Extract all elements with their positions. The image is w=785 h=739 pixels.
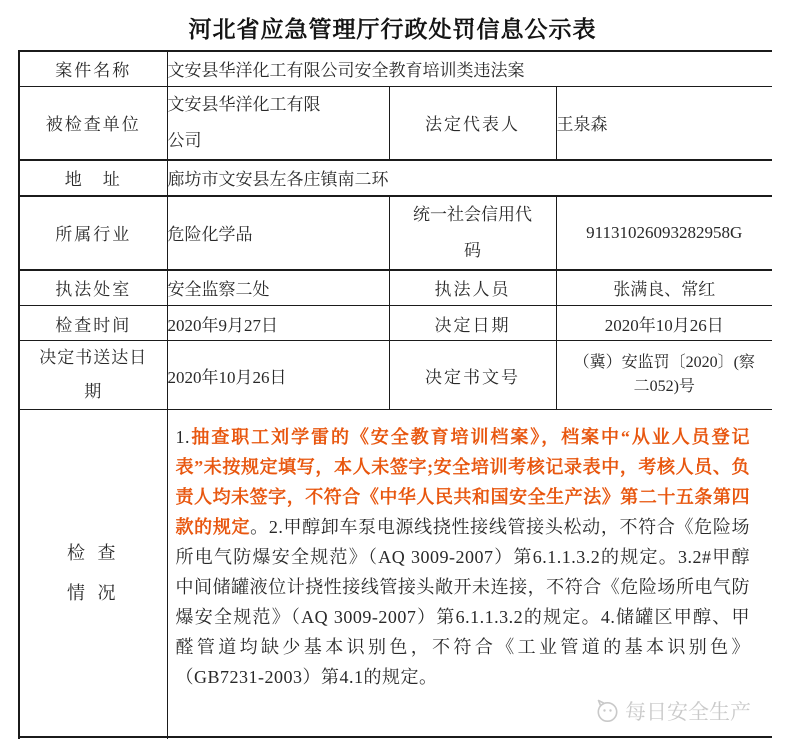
case-name-value: 文安县华洋化工有限公司安全教育培训类违法案 <box>167 51 772 86</box>
table-row <box>19 51 772 86</box>
findings-label: 检 查 情 况 <box>19 410 167 737</box>
table-row <box>19 410 772 737</box>
credit-code-label: 统一社会信用代码 <box>389 196 556 270</box>
decision-date-label: 决定日期 <box>389 306 556 341</box>
inspected-unit-label: 被检查单位 <box>19 86 167 160</box>
findings-text-segment: 。2.甲醇卸车泵电源线挠性接线管接头松动，不符合《危险场所电气防爆安全规范》（AQ 3009-2007）第6.1.1.3.2的规定。3.2#甲醇中间储罐液位计挠性接线管接头敞开未连接，不符合《危险场所电气防爆安全规范》（AQ 3009-2007）第6.1.1.3.2的规定。4.储罐区甲醇、甲醛管道均缺少基本识别色，不符合《工业管道的基本识别色》（GB7231-2003）第4.1的规定。 <box>175 517 751 687</box>
address-value: 廊坊市文安县左各庄镇南二环 <box>167 160 772 196</box>
legal-representative-value: 王泉森 <box>556 86 772 160</box>
table-row <box>19 160 772 196</box>
table-row <box>19 86 772 160</box>
findings-text-segment: 1. <box>175 427 190 447</box>
industry-value: 危险化学品 <box>167 196 389 270</box>
industry-label: 所属行业 <box>19 196 167 270</box>
findings-highlight-segment: 抽查职工刘学雷的《安全教育培训档案》，档案中“从业人员登记表”未按规定填写，本人未签字;安全培训考核记录表中，考核人员、负责人均未签字，不符合《中华人民共和国安全生产法》第二十五条第四款的规定 <box>175 427 750 537</box>
enforcement-staff-value: 张满良、常红 <box>556 270 772 306</box>
table-row <box>19 270 772 306</box>
delivery-date-label: 决定书送达日期 <box>19 341 167 410</box>
findings-text <box>168 410 773 700</box>
table-row <box>19 306 772 341</box>
table-row <box>19 341 772 410</box>
wechat-watermark <box>594 697 751 725</box>
penalty-table-container <box>18 50 772 739</box>
address-label: 地 址 <box>19 160 167 196</box>
decision-number-value: （冀）安监罚〔2020〕(察二052)号 <box>556 341 772 410</box>
enforcement-office-label: 执法处室 <box>19 270 167 306</box>
inspection-date-label: 检查时间 <box>19 306 167 341</box>
case-name-label: 案件名称 <box>19 51 167 86</box>
enforcement-office-value: 安全监察二处 <box>167 270 389 306</box>
decision-number-label: 决定书文号 <box>389 341 556 410</box>
credit-code-value: 91131026093282958G <box>556 196 772 270</box>
findings-cell <box>167 410 772 737</box>
inspection-date-value: 2020年9月27日 <box>167 306 389 341</box>
legal-representative-label: 法定代表人 <box>389 86 556 160</box>
wechat-logo-icon <box>594 699 620 723</box>
inspected-unit-value: 文安县华洋化工有限公司 <box>167 86 389 160</box>
decision-date-value: 2020年10月26日 <box>556 306 772 341</box>
enforcement-staff-label: 执法人员 <box>389 270 556 306</box>
penalty-table <box>18 50 772 739</box>
page-title: 河北省应急管理厅行政处罚信息公示表 <box>188 16 597 42</box>
watermark-text: 每日安全生产 <box>625 701 751 724</box>
table-row <box>19 196 772 270</box>
delivery-date-value: 2020年10月26日 <box>167 341 389 410</box>
